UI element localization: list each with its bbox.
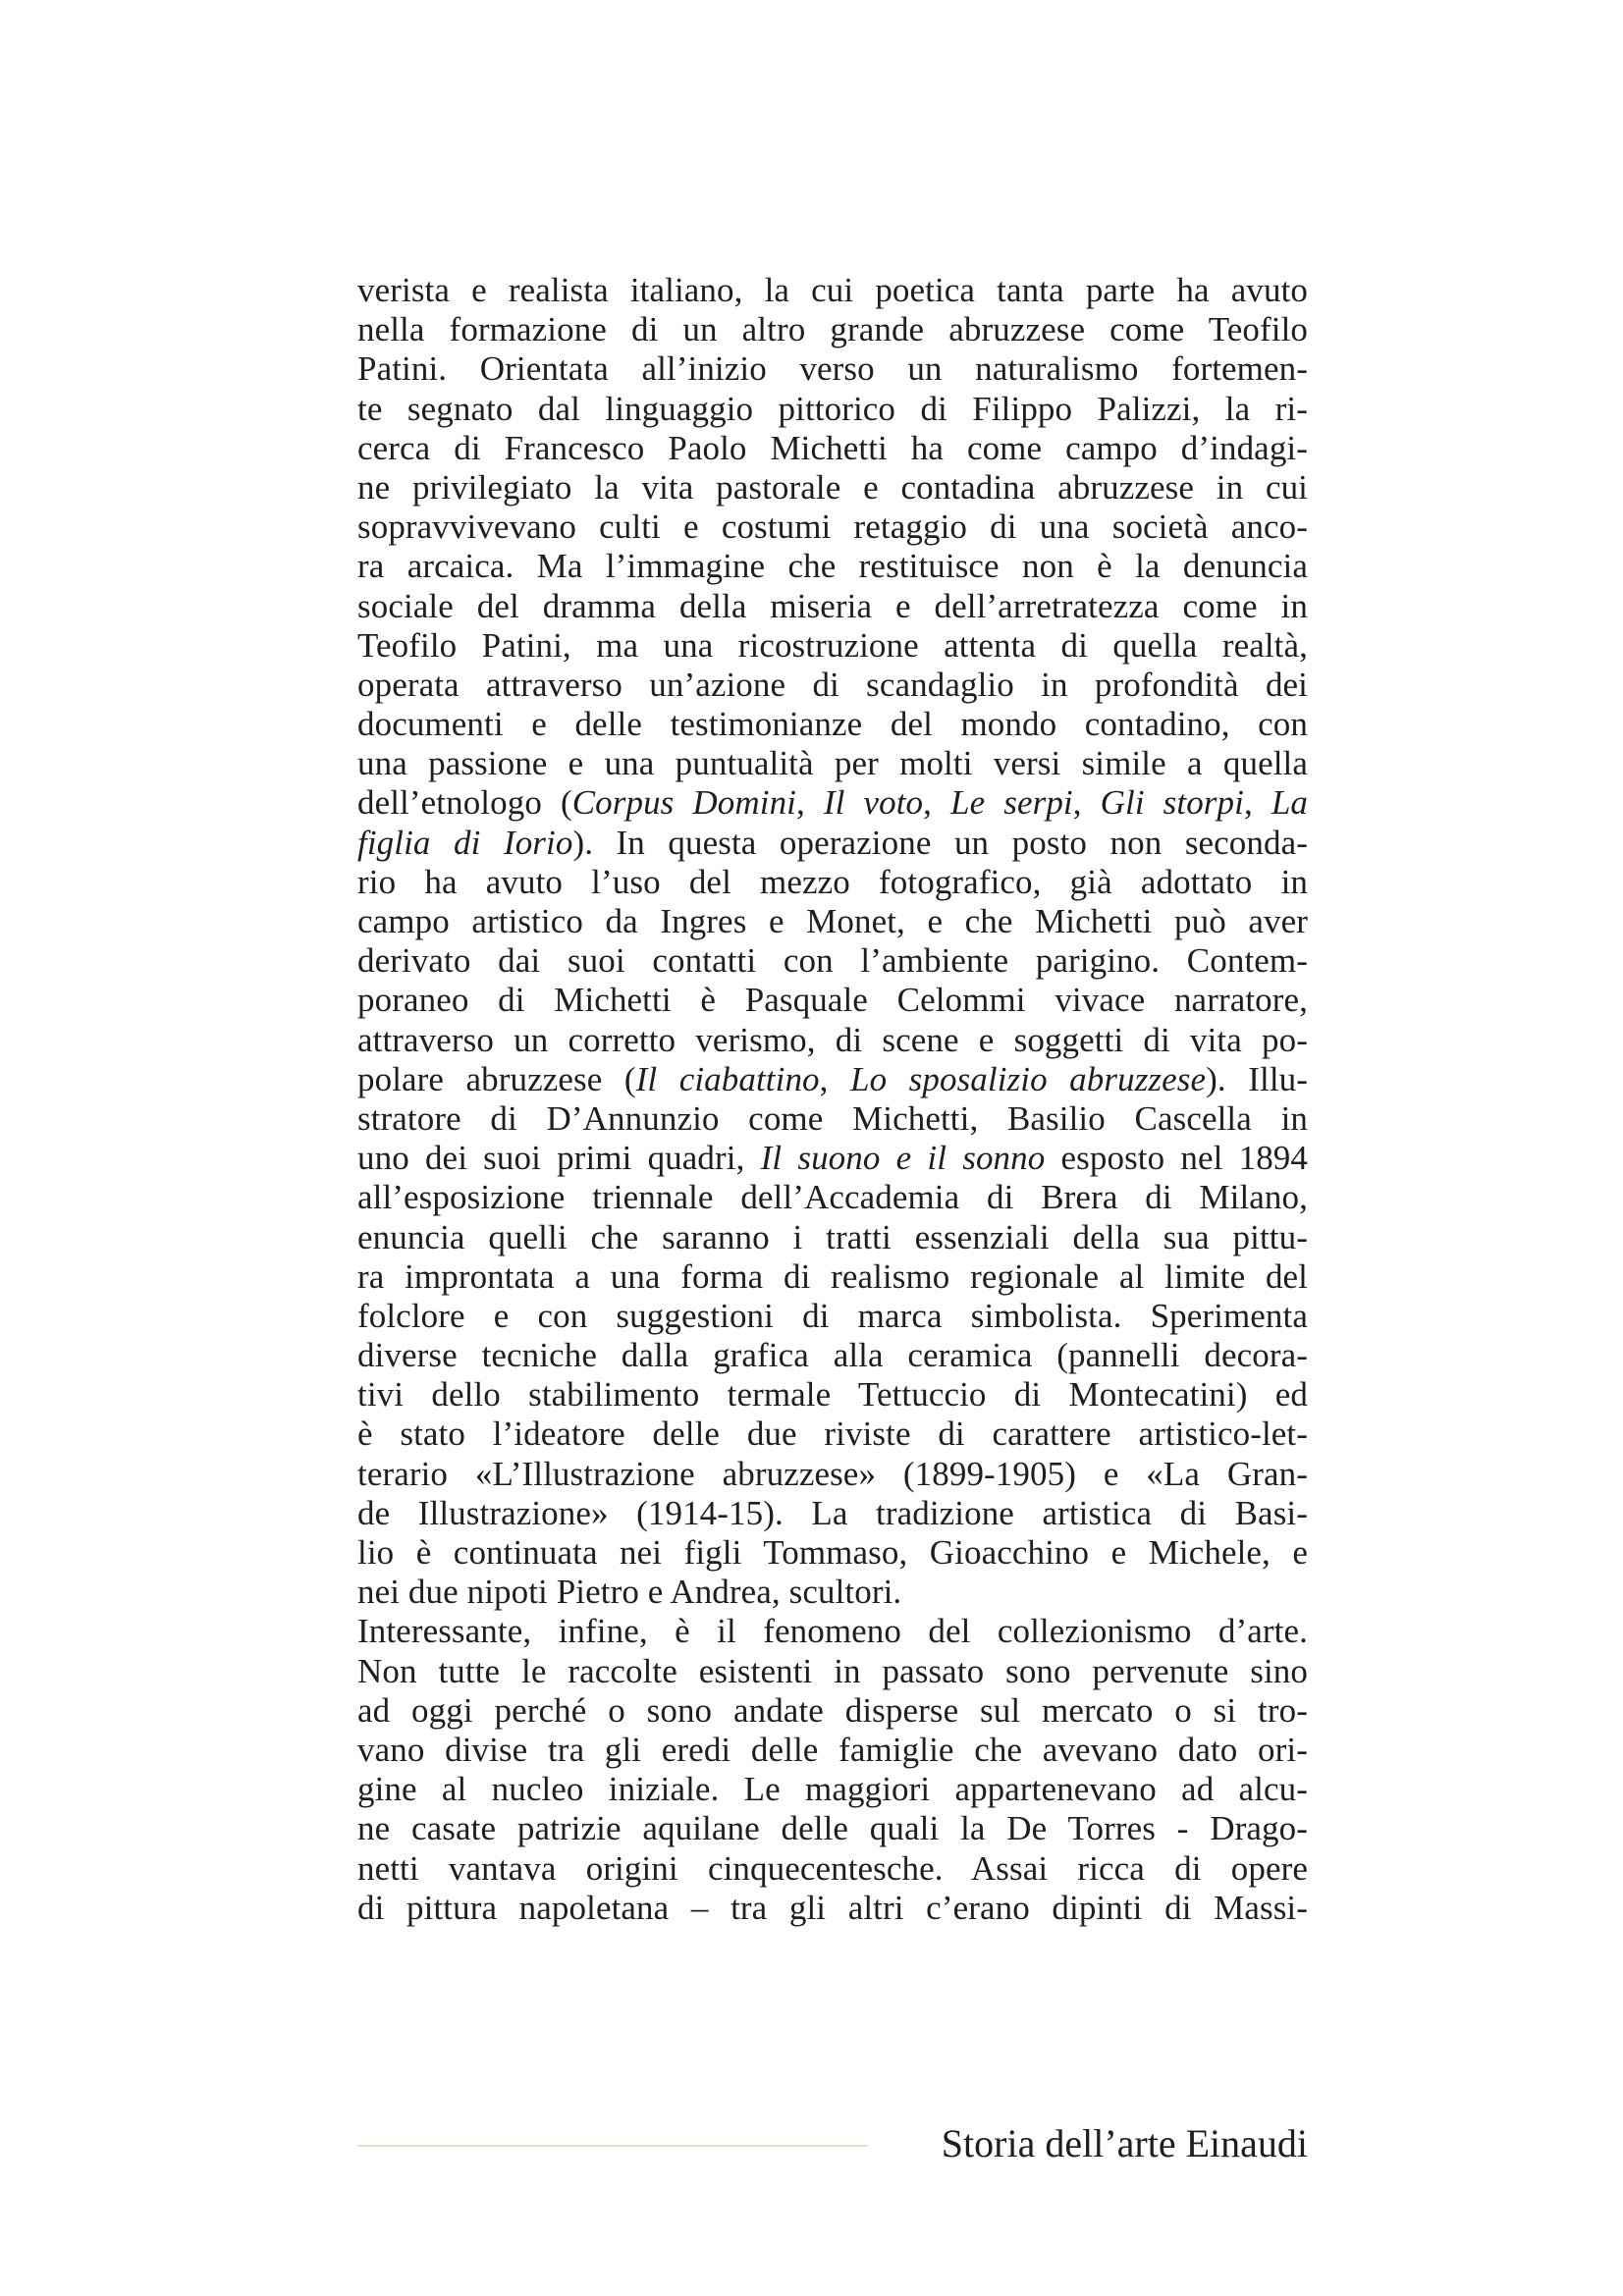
text-span: all’esposizione triennale dell’Accademia di Brera di Milano, [357, 1178, 1308, 1217]
text-line [357, 1573, 1308, 1612]
text-span: te segnato dal linguaggio pittorico di Filippo Palizzi, la ri- [357, 389, 1308, 428]
italic-title: Lo sposalizio abruzzese [850, 1059, 1207, 1098]
text-line [357, 1731, 1308, 1770]
text-line [357, 1455, 1308, 1494]
text-line [357, 1770, 1308, 1809]
text-span: ad oggi perché o sono andate disperse sul mercato o si tro- [357, 1690, 1308, 1730]
italic-title: Il suono e il sonno [760, 1139, 1046, 1178]
text-span: vano divise tra gli eredi delle famiglie che avevano dato ori- [357, 1730, 1308, 1769]
text-span: una passione e una puntualità per molti versi simile a quella [357, 744, 1308, 783]
text-line [357, 902, 1308, 941]
text-line [357, 390, 1308, 429]
text-line [357, 981, 1308, 1020]
text-span: nella formazione di un altro grande abruzzese come Teofilo [357, 310, 1308, 349]
body-text [357, 271, 1308, 1928]
text-line [357, 1060, 1308, 1099]
text-span: ne privilegiato la vita pastorale e contadina abruzzese in cui [357, 467, 1308, 507]
text-span: di pittura napoletana – tra gli altri c’erano dipinti di Massi- [357, 1888, 1308, 1927]
text-line [357, 429, 1308, 468]
footer-rule [357, 2145, 868, 2147]
text-span: operata attraverso un’azione di scandaglio in profondità dei [357, 665, 1308, 704]
text-line [357, 1178, 1308, 1217]
text-span: sociale del dramma della miseria e dell’arretratezza come in [357, 586, 1308, 625]
text-span: gine al nucleo iniziale. Le maggiori appartenevano ad alcu- [357, 1770, 1308, 1809]
text-line [357, 1336, 1308, 1375]
text-span: ne casate patrizie aquilane delle quali la De Torres - Drago- [357, 1809, 1308, 1848]
text-span: esposto nel 1894 [1045, 1139, 1308, 1178]
italic-title: Il voto [823, 783, 924, 823]
text-span: tivi dello stabilimento termale Tettuccio di Montecatini) ed [357, 1375, 1308, 1415]
text-span: documenti e delle testimonianze del mondo contadino, con [357, 705, 1308, 744]
text-line [357, 1809, 1308, 1848]
text-line [357, 547, 1308, 586]
text-span: nei due nipoti Pietro e Andrea, scultori. [357, 1573, 902, 1612]
text-line [357, 1297, 1308, 1336]
text-line [357, 744, 1308, 783]
text-span: Non tutte le raccolte esistenti in passato sono pervenute sino [357, 1651, 1308, 1690]
text-span: verista e realista italiano, la cui poetica tanta parte ha avuto [357, 271, 1308, 309]
text-line [357, 1218, 1308, 1257]
text-span: Interessante, infine, è il fenomeno del collezionismo d’arte. [357, 1612, 1308, 1651]
text-span: sopravvivevano culti e costumi retaggio di una società anco- [357, 507, 1308, 547]
text-span: terario «L’Illustrazione abruzzese» (1899-1905) e «La Gran- [357, 1454, 1308, 1493]
text-line [357, 1691, 1308, 1731]
italic-title: Le serpi [950, 783, 1073, 823]
text-span: dell’etnologo ( [357, 783, 572, 823]
text-span: de Illustrazione» (1914-15). La tradizione artistica di Basi- [357, 1493, 1308, 1532]
text-span: diverse tecniche dalla grafica alla ceramica (pannelli decora- [357, 1336, 1308, 1375]
text-line [357, 1533, 1308, 1573]
text-span: enuncia quelli che saranno i tratti essenziali della sua pittu- [357, 1217, 1308, 1256]
text-span: poraneo di Michetti è Pasquale Celommi vivace narratore, [357, 981, 1308, 1020]
text-line [357, 941, 1308, 981]
text-line [357, 824, 1308, 863]
text-line [357, 1021, 1308, 1060]
text-line [357, 310, 1308, 349]
text-line [357, 507, 1308, 547]
text-span: cerca di Francesco Paolo Michetti ha come campo d’indagi- [357, 428, 1308, 467]
text-span: , [819, 1059, 850, 1098]
italic-title: La [1271, 783, 1309, 823]
text-span: campo artistico da Ingres e Monet, e che Michetti può aver [357, 902, 1308, 940]
text-line [357, 666, 1308, 705]
text-span: Patini. Orientata all’inizio verso un naturalismo fortemen- [357, 349, 1308, 389]
italic-title: figlia di Iorio [357, 823, 573, 862]
text-line [357, 705, 1308, 744]
text-span: è stato l’ideatore delle due riviste di carattere artistico-let- [357, 1415, 1308, 1454]
text-line [357, 271, 1308, 310]
text-span: Teofilo Patini, ma una ricostruzione attenta di quella realtà, [357, 625, 1308, 665]
text-span: , [1243, 783, 1271, 823]
text-span: uno dei suoi primi quadri, [357, 1139, 761, 1178]
text-line [357, 1849, 1308, 1889]
text-span: ). Illu- [1206, 1059, 1308, 1098]
text-span: folclore e con suggestioni di marca simbolista. Sperimenta [357, 1296, 1308, 1335]
text-line [357, 863, 1308, 902]
text-span: attraverso un corretto verismo, di scene e soggetti di vita po- [357, 1020, 1308, 1059]
text-span: rio ha avuto l’uso del mezzo fotografico, già adottato in [357, 862, 1308, 901]
text-line [357, 783, 1308, 823]
italic-title: Il ciabattino [635, 1059, 820, 1098]
text-line [357, 1415, 1308, 1454]
text-span: , [1072, 783, 1101, 823]
text-line [357, 1139, 1308, 1178]
text-line [357, 587, 1308, 626]
text-span: stratore di D’Annunzio come Michetti, Basilio Cascella in [357, 1098, 1308, 1138]
text-line [357, 1375, 1308, 1415]
text-span: ). In questa operazione un posto non seconda- [572, 823, 1308, 862]
text-span: derivato dai suoi contatti con l’ambiente parigino. Contem- [357, 941, 1308, 981]
footer-title: Storia dell’arte Einaudi [941, 2121, 1308, 2165]
text-line [357, 1612, 1308, 1651]
text-line [357, 468, 1308, 507]
text-span: netti vantava origini cinquecentesche. Assai ricca di opere [357, 1848, 1308, 1888]
text-line [357, 1652, 1308, 1691]
text-span: , [923, 783, 951, 823]
text-line [357, 349, 1308, 389]
text-span: lio è continuata nei figli Tommaso, Gioacchino e Michele, e [357, 1533, 1308, 1572]
text-span: , [796, 783, 824, 823]
text-line [357, 1257, 1308, 1297]
text-line [357, 1099, 1308, 1139]
italic-title: Gli storpi [1100, 783, 1244, 823]
text-span: polare abruzzese ( [357, 1059, 636, 1098]
text-line [357, 1889, 1308, 1928]
text-span: ra improntata a una forma di realismo regionale al limite del [357, 1256, 1308, 1296]
text-line [357, 626, 1308, 666]
italic-title: Corpus Domini [571, 783, 797, 823]
text-span: ra arcaica. Ma l’immagine che restituisce non è la denuncia [357, 547, 1308, 586]
text-line [357, 1494, 1308, 1533]
